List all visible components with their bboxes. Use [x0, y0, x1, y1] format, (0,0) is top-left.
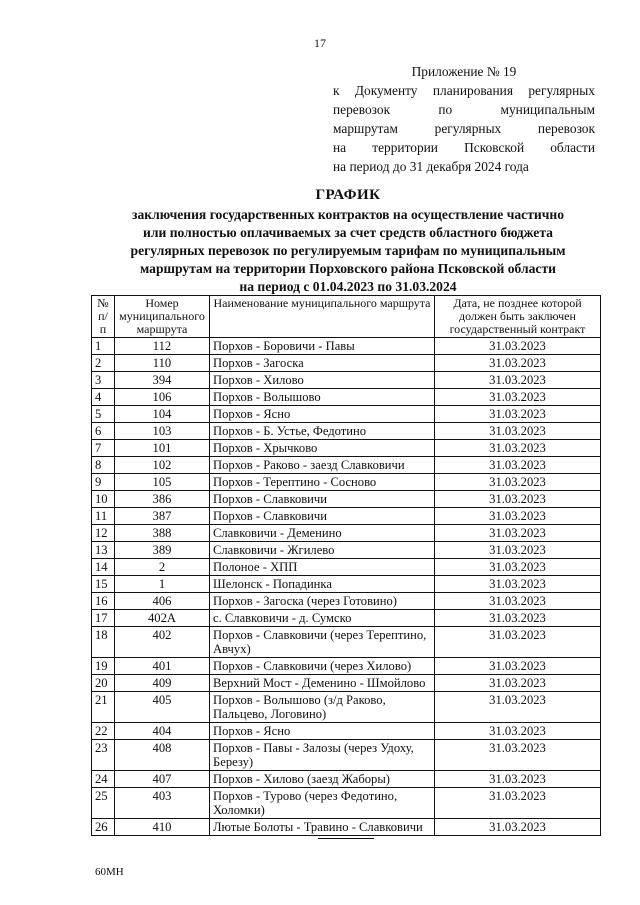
appendix-line: перевозок по муниципальным: [333, 102, 595, 117]
cell-contract-date: 31.03.2023: [435, 692, 601, 723]
table-row: [92, 491, 601, 508]
cell-route-name: Порхов - Павы - Залозы (через Удоху, Березу): [210, 740, 435, 771]
cell-route-name: Шелонск - Попадинка: [210, 576, 435, 593]
heading-line: регулярных перевозок по регулируемым тарифам по муниципальным: [130, 243, 566, 258]
cell-route-name: Порхов - Волышово (з/д Раково, Пальцево, Логовино): [210, 692, 435, 723]
cell-number: 22: [92, 723, 115, 740]
cell-route-name: Полоное - ХПП: [210, 559, 435, 576]
cell-number: 6: [92, 423, 115, 440]
cell-route-number: 110: [115, 355, 210, 372]
cell-route-name: Порхов - Турово (через Федотино, Холомки): [210, 788, 435, 819]
table-row: [92, 372, 601, 389]
cell-number: 11: [92, 508, 115, 525]
cell-route-name: Порхов - Терептино - Сосново: [210, 474, 435, 491]
cell-route-name: Порхов - Загоска (через Готовино): [210, 593, 435, 610]
cell-route-name: Лютые Болоты - Травино - Славковичи: [210, 819, 435, 836]
table-row: [92, 576, 601, 593]
cell-route-number: 389: [115, 542, 210, 559]
cell-contract-date: 31.03.2023: [435, 355, 601, 372]
cell-contract-date: 31.03.2023: [435, 372, 601, 389]
cell-number: 15: [92, 576, 115, 593]
cell-number: 25: [92, 788, 115, 819]
cell-contract-date: 31.03.2023: [435, 525, 601, 542]
cell-number: 8: [92, 457, 115, 474]
cell-route-number: 404: [115, 723, 210, 740]
table-row: [92, 338, 601, 355]
cell-route-name: Порхов - Боровичи - Павы: [210, 338, 435, 355]
cell-number: 14: [92, 559, 115, 576]
appendix-title: Приложение № 19: [411, 64, 517, 79]
cell-route-number: 102: [115, 457, 210, 474]
table-row: [92, 675, 601, 692]
heading-line: маршрутам на территории Порховского района Псковской области: [140, 261, 556, 276]
cell-contract-date: 31.03.2023: [435, 819, 601, 836]
cell-route-number: 2: [115, 559, 210, 576]
table-row: [92, 440, 601, 457]
cell-route-name: Порхов - Славковичи: [210, 491, 435, 508]
cell-contract-date: 31.03.2023: [435, 675, 601, 692]
cell-number: 4: [92, 389, 115, 406]
cell-route-number: 402: [115, 627, 210, 658]
cell-number: 20: [92, 675, 115, 692]
cell-route-number: 106: [115, 389, 210, 406]
heading-line: на период с 01.04.2023 по 31.03.2024: [239, 279, 457, 294]
appendix-line: к Документу планирования регулярных: [333, 83, 595, 98]
table-row: [92, 389, 601, 406]
cell-route-number: 387: [115, 508, 210, 525]
cell-route-number: 410: [115, 819, 210, 836]
cell-route-name: Порхов - Б. Устье, Федотино: [210, 423, 435, 440]
appendix-line: на территории Псковской области: [333, 140, 595, 155]
page-number: 17: [314, 36, 326, 50]
table-row: [92, 525, 601, 542]
heading-line: заключения государственных контрактов на осуществление частично: [131, 207, 565, 222]
cell-contract-date: 31.03.2023: [435, 406, 601, 423]
table-row: [92, 819, 601, 836]
table-row: [92, 457, 601, 474]
cell-route-name: Порхов - Славковичи (через Хилово): [210, 658, 435, 675]
cell-route-number: 394: [115, 372, 210, 389]
cell-route-name: Порхов - Ясно: [210, 406, 435, 423]
cell-route-number: 386: [115, 491, 210, 508]
cell-number: 21: [92, 692, 115, 723]
table-row: [92, 723, 601, 740]
cell-route-name: Порхов - Волышово: [210, 389, 435, 406]
cell-route-name: Славковичи - Жгилево: [210, 542, 435, 559]
cell-number: 10: [92, 491, 115, 508]
cell-contract-date: 31.03.2023: [435, 457, 601, 474]
cell-route-number: 103: [115, 423, 210, 440]
cell-route-name: с. Славковичи - д. Сумско: [210, 610, 435, 627]
document-title: ГРАФИК: [315, 187, 381, 203]
cell-route-name: Славковичи - Деменино: [210, 525, 435, 542]
cell-route-number: 1: [115, 576, 210, 593]
cell-route-name: Порхов - Раково - заезд Славковичи: [210, 457, 435, 474]
heading-line: или полностью оплачиваемых за счет средств областного бюджета: [143, 225, 553, 240]
cell-contract-date: 31.03.2023: [435, 491, 601, 508]
cell-number: 26: [92, 819, 115, 836]
cell-number: 17: [92, 610, 115, 627]
cell-contract-date: 31.03.2023: [435, 723, 601, 740]
cell-route-name: Порхов - Загоска: [210, 355, 435, 372]
cell-number: 23: [92, 740, 115, 771]
table-row: [92, 559, 601, 576]
appendix-block: [333, 62, 595, 176]
cell-number: 16: [92, 593, 115, 610]
cell-contract-date: 31.03.2023: [435, 389, 601, 406]
cell-route-number: 401: [115, 658, 210, 675]
cell-route-number: 112: [115, 338, 210, 355]
cell-route-name: Порхов - Хилово: [210, 372, 435, 389]
appendix-line: на период до 31 декабря 2024 года: [333, 159, 529, 174]
cell-contract-date: 31.03.2023: [435, 627, 601, 658]
cell-number: 5: [92, 406, 115, 423]
cell-contract-date: 31.03.2023: [435, 593, 601, 610]
cell-route-number: 409: [115, 675, 210, 692]
cell-route-number: 101: [115, 440, 210, 457]
header-route-number: Номер муниципального маршрута: [115, 296, 210, 338]
cell-number: 12: [92, 525, 115, 542]
cell-number: 13: [92, 542, 115, 559]
document-heading: [92, 186, 604, 296]
cell-route-number: 405: [115, 692, 210, 723]
cell-contract-date: 31.03.2023: [435, 423, 601, 440]
table-header-row: [92, 296, 601, 338]
cell-route-number: 388: [115, 525, 210, 542]
table-row: [92, 627, 601, 658]
cell-route-name: Верхний Мост - Деменино - Шмойлово: [210, 675, 435, 692]
cell-number: 24: [92, 771, 115, 788]
cell-number: 9: [92, 474, 115, 491]
cell-contract-date: 31.03.2023: [435, 610, 601, 627]
cell-number: 19: [92, 658, 115, 675]
cell-route-number: 403: [115, 788, 210, 819]
cell-contract-date: 31.03.2023: [435, 542, 601, 559]
cell-contract-date: 31.03.2023: [435, 508, 601, 525]
cell-contract-date: 31.03.2023: [435, 576, 601, 593]
cell-number: 3: [92, 372, 115, 389]
cell-number: 7: [92, 440, 115, 457]
routes-table: [91, 295, 601, 836]
cell-contract-date: 31.03.2023: [435, 771, 601, 788]
cell-route-name: Порхов - Хрычково: [210, 440, 435, 457]
table-row: [92, 692, 601, 723]
cell-number: 1: [92, 338, 115, 355]
cell-route-name: Порхов - Славковичи (через Терептино, Авчух): [210, 627, 435, 658]
cell-contract-date: 31.03.2023: [435, 788, 601, 819]
footer-code: 60МН: [95, 866, 124, 878]
table-row: [92, 658, 601, 675]
table-row: [92, 771, 601, 788]
header-contract-date: Дата, не позднее которой должен быть заключен государственный контракт: [435, 296, 601, 338]
table-row: [92, 593, 601, 610]
cell-route-number: 104: [115, 406, 210, 423]
table-row: [92, 423, 601, 440]
cell-contract-date: 31.03.2023: [435, 474, 601, 491]
header-number: № п/п: [92, 296, 115, 338]
cell-route-number: 407: [115, 771, 210, 788]
cell-contract-date: 31.03.2023: [435, 440, 601, 457]
cell-contract-date: 31.03.2023: [435, 338, 601, 355]
cell-route-name: Порхов - Ясно: [210, 723, 435, 740]
table-row: [92, 788, 601, 819]
divider: [318, 838, 374, 839]
cell-contract-date: 31.03.2023: [435, 559, 601, 576]
header-route-name: Наименование муниципального маршрута: [210, 296, 435, 338]
table-row: [92, 474, 601, 491]
cell-route-name: Порхов - Славковичи: [210, 508, 435, 525]
table-row: [92, 355, 601, 372]
cell-route-name: Порхов - Хилово (заезд Жаборы): [210, 771, 435, 788]
table-row: [92, 610, 601, 627]
cell-number: 18: [92, 627, 115, 658]
cell-route-number: 406: [115, 593, 210, 610]
cell-route-number: 105: [115, 474, 210, 491]
table-row: [92, 542, 601, 559]
cell-contract-date: 31.03.2023: [435, 658, 601, 675]
cell-contract-date: 31.03.2023: [435, 740, 601, 771]
appendix-line: маршрутам регулярных перевозок: [333, 121, 595, 136]
table-row: [92, 406, 601, 423]
cell-route-number: 402А: [115, 610, 210, 627]
cell-number: 2: [92, 355, 115, 372]
cell-route-number: 408: [115, 740, 210, 771]
table-row: [92, 740, 601, 771]
table-row: [92, 508, 601, 525]
